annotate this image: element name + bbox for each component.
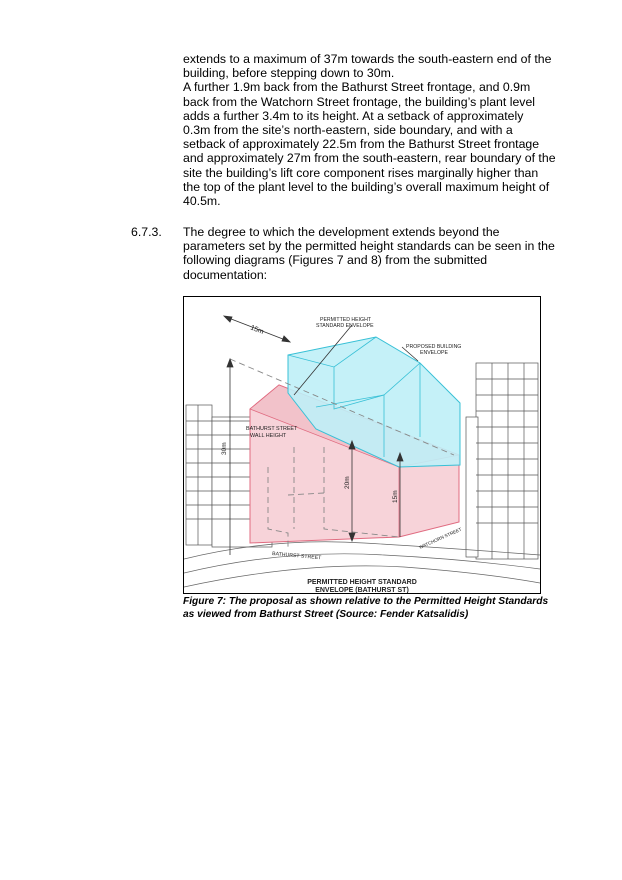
street-label: BATHURST STREET [271, 551, 322, 562]
text-line: building, before stepping down to 30m. [183, 66, 395, 81]
paragraph-6-7-3 [183, 225, 573, 282]
street-label-right: WATCHORN STREET [418, 526, 463, 550]
wall-height-label-line1: BATHURST STREET [246, 426, 298, 432]
figure-7-diagram [183, 296, 541, 594]
text-line: A further 1.9m back from the Bathurst Street frontage, and 0.9m [183, 80, 531, 95]
text-line: 40.5m. [183, 194, 221, 209]
text-line: 0.3m from the site’s north-eastern, side boundary, and with a [183, 123, 513, 138]
figure-title-line2: ENVELOPE (BATHURST ST) [315, 587, 409, 593]
dim-20m-label: 20m [344, 476, 351, 489]
height-envelope-drawing [184, 297, 540, 593]
text-line: extends to a maximum of 37m towards the south-eastern end of the [183, 52, 552, 66]
dim-15m-right-label: 15m [392, 490, 399, 503]
proposed-envelope-label-line1: PROPOSED BUILDING [406, 344, 462, 350]
figure-7-caption [183, 596, 583, 621]
wall-height-label-line2: WALL HEIGHT [250, 433, 287, 439]
figure-title-line1: PERMITTED HEIGHT STANDARD [307, 579, 417, 586]
text-line: documentation: [183, 267, 268, 282]
text-line: setback of approximately 22.5m from the Bathurst Street frontage [183, 137, 540, 152]
text-line: parameters set by the permitted height standards can be seen in the [183, 239, 555, 254]
text-line: adds a further 3.4m to its height. At a setback of approximately [183, 108, 524, 123]
permitted-envelope-label-line2: STANDARD ENVELOPE [316, 323, 374, 329]
text-line: back from the Watchorn Street frontage, the building’s plant level [183, 94, 536, 109]
permitted-envelope-label-line1: PERMITTED HEIGHT [320, 317, 372, 323]
text-line: and approximately 27m from the south-eastern, rear boundary of the [183, 151, 556, 166]
text-line: The degree to which the development extends beyond the [183, 225, 500, 239]
text-line: site the building’s lift core component rises marginally higher than [183, 165, 539, 180]
section-number: 6.7.3. [131, 225, 162, 239]
caption-line: as viewed from Bathurst Street (Source: Fender Katsalidis) [183, 608, 469, 620]
caption-line: Figure 7: The proposal as shown relative to the Permitted Height Standards [183, 596, 549, 607]
right-buildings [466, 363, 538, 559]
paragraph-height-description [183, 52, 573, 208]
text-line: following diagrams (Figures 7 and 8) from the submitted [183, 253, 488, 268]
dim-30m-label: 30m [221, 442, 228, 455]
dim-15m-top-label: 15m [249, 324, 265, 336]
proposed-envelope-label-line2: ENVELOPE [420, 350, 448, 356]
text-line: the top of the plant level to the building’s overall maximum height of [183, 179, 550, 194]
